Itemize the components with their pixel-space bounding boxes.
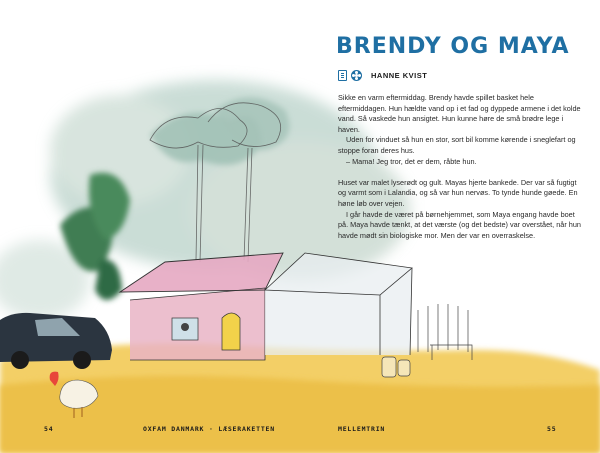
author-name: HANNE KVIST (371, 71, 428, 80)
story-title: BRENDY OG MAYA (336, 34, 570, 59)
barrels (382, 357, 410, 377)
page-number-left: 54 (44, 425, 54, 433)
publisher-footer: OXFAM DANMARK · LÆSERAKETTEN (143, 425, 275, 433)
film-reel-icon (351, 70, 362, 81)
paragraph: Sikke en varm eftermiddag. Brendy havde spillet basket hele eftermiddagen. Hun hældte vand op i et fad og dyppede armene i det kolde vand. Så vaskede hun ansigtet. Hun kunne høre de små brødre lege i haven. (338, 93, 581, 134)
page-number-right: 55 (547, 425, 557, 433)
book-icon (338, 70, 347, 81)
paragraph: Uden for vinduet så hun en stor, sort bil komme kørende i sneglefart og stoppe foran deres hus. (338, 135, 576, 155)
paragraph: – Mama! Jeg tror, det er dem, råbte hun. (346, 156, 477, 166)
paragraph: Huset var malet lyserødt og gult. Mayas hjerte bankede. Der var så fugtigt og varmt som i Lalandia, og så var hun nervøs. To tynde hunde gøede. En høne løb over vejen. (338, 177, 578, 208)
pink-house (120, 253, 283, 360)
author-line (338, 70, 427, 81)
paragraph: I går havde de været på børnehjemmet, som Maya engang havde boet på. Maya havde tænkt, at det værste (og det bedste) var overstået, når hun havde mødt sin biologiske mor. Men der var en overraskelse. (338, 209, 581, 240)
level-footer: MELLEMTRIN (338, 425, 386, 433)
story-text (338, 93, 584, 241)
